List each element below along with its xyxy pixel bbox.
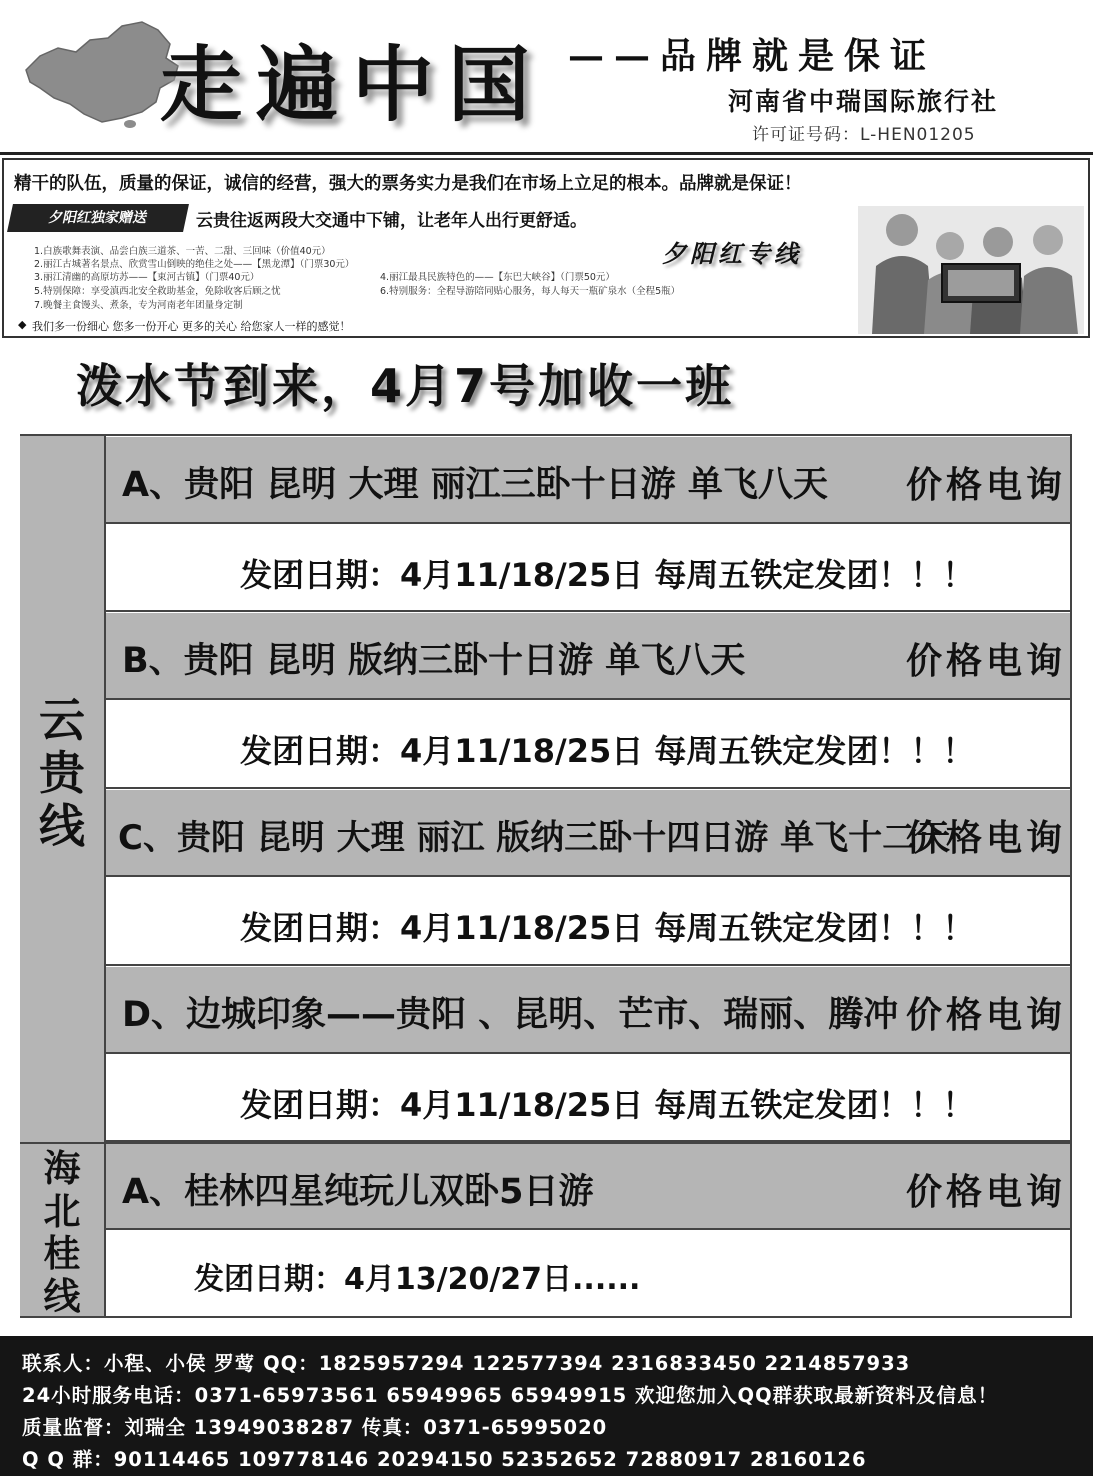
banner-headline: 泼水节到来，4月7号加收一班 — [76, 359, 735, 413]
route-price: 价格电询 — [906, 641, 1067, 682]
route-name: C、贵阳 昆明 大理 丽江 版纳三卧十四日游 单飞十二天 — [118, 818, 951, 858]
departure-dates: 发团日期：4月11/18/25日 每周五铁定发团！！！ — [240, 556, 975, 594]
route-price: 价格电询 — [906, 1172, 1067, 1213]
service-item: 2.丽江古城著名景点、欣赏雪山倒映的绝佳之处——【黑龙潭】（门票30元） — [34, 259, 355, 270]
slogan: ——品牌就是保证 — [568, 35, 937, 77]
license-number: 许可证号码：L-HEN01205 — [752, 125, 976, 145]
route-price: 价格电询 — [906, 995, 1067, 1036]
route-row — [106, 1142, 1070, 1230]
section-yungui — [20, 436, 106, 1142]
route-name: B、贵阳 昆明 版纳三卧十日游 单飞八天 — [122, 641, 746, 681]
footer-contacts: 联系人：小程、小侯 罗莺 QQ：1825957294 122577394 2316833450 2214857933 — [22, 1352, 911, 1375]
gift-text: 云贵往返两段大交通中下铺，让老年人出行更舒适。 — [196, 211, 587, 231]
diamond-bullet-icon: ◆ — [18, 318, 27, 331]
departure-dates: 发团日期：4月11/18/25日 每周五铁定发团！！！ — [240, 909, 975, 947]
route-name: A、贵阳 昆明 大理 丽江三卧十日游 单飞八天 — [122, 465, 828, 505]
section-haibei — [20, 1142, 106, 1316]
footer-supervision: 质量监督：刘瑞全 13949038287 传真：0371-65995020 — [22, 1416, 608, 1439]
agency-name: 河南省中瑞国际旅行社 — [728, 87, 999, 116]
footer-qq-groups: Q Q 群：90114465 109778146 20294150 52352652 72880917 28160126 — [22, 1448, 867, 1471]
service-item: 4.丽江最具民族特色的——【东巴大峡谷】（门票50元） — [380, 272, 615, 283]
departure-row — [106, 700, 1070, 789]
footer — [0, 1336, 1093, 1476]
departure-dates: 发团日期：4月13/20/27日...... — [194, 1262, 641, 1297]
route-price: 价格电询 — [906, 818, 1067, 859]
departure-row — [106, 877, 1070, 966]
care-slogan: 我们多一份细心 您多一份开心 更多的关心 给您家人一样的感觉！ — [32, 320, 351, 333]
departure-row — [106, 1230, 1070, 1316]
footer-hotline: 24小时服务电话：0371-65973561 65949965 65949915 欢迎您加入QQ群获取最新资料及信息！ — [22, 1384, 999, 1407]
service-item: 5.特别保障：享受滇西北安全救助基金，免除收客后顾之忧 — [34, 286, 281, 297]
section-label: 云贵线 — [39, 693, 85, 853]
route-row — [106, 436, 1070, 524]
elderly-group-photo — [858, 206, 1084, 334]
departure-dates: 发团日期：4月11/18/25日 每周五铁定发团！！！ — [240, 732, 975, 770]
departure-dates: 发团日期：4月11/18/25日 每周五铁定发团！！！ — [240, 1086, 975, 1124]
page-title: 走遍中国 — [160, 37, 545, 133]
departure-row — [106, 1054, 1070, 1142]
route-row — [106, 789, 1070, 877]
section-label: 海北桂线 — [43, 1147, 81, 1318]
service-item: 1.白族歌舞表演、品尝白族三道茶、一苦、二甜、三回味（价值40元） — [34, 246, 331, 257]
gift-badge: 夕阳红独家赠送 — [7, 204, 189, 232]
route-name: A、桂林四星纯玩儿双卧5日游 — [122, 1172, 594, 1212]
special-line-title: 夕阳红专线 — [662, 240, 802, 268]
intro-text: 精干的队伍，质量的保证，诚信的经营，强大的票务实力是我们在市场上立足的根本。品牌就是保证！ — [14, 174, 802, 194]
service-item: 3.丽江清幽的高原坊苏——【束河古镇】（门票40元） — [34, 272, 260, 283]
departure-row — [106, 524, 1070, 612]
route-name: D、边城印象——贵阳 、昆明、芒市、瑞丽、腾冲 — [122, 995, 899, 1035]
service-item: 7.晚餐主食馒头、煮条，专为河南老年团量身定制 — [34, 300, 243, 311]
route-row — [106, 966, 1070, 1054]
route-price: 价格电询 — [906, 465, 1067, 506]
route-row — [106, 612, 1070, 700]
service-item: 6.特别服务：全程导游陪同贴心服务，每人每天一瓶矿泉水（全程5瓶） — [380, 286, 681, 297]
